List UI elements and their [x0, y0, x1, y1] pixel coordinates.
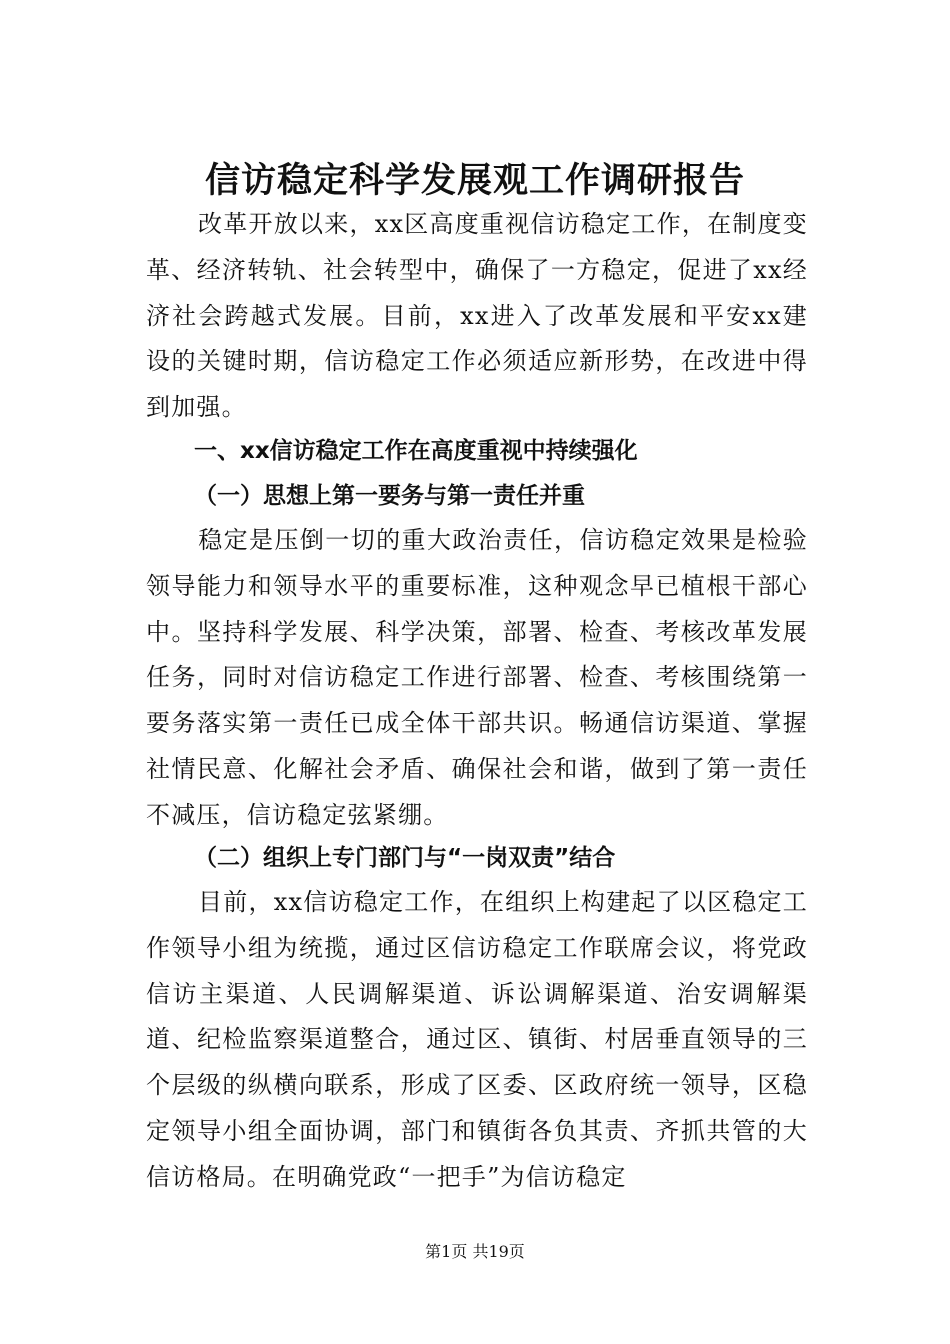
- paragraph-text: 稳定是压倒一切的重大政治责任，信访稳定效果是检验领导能力和领导水平的重要标准，这种观念早已植根干部心中。坚持科学发展、科学决策，部署、检查、考核改革发展任务，同时对信访稳定工作进行部署、检查、考核围绕第一要务落实第一责任已成全体干部共识。畅通信访渠道、掌握社情民意、化解社会矛盾、确保社会和谐，做到了第一责任不减压，信访稳定弦紧绷。: [146, 526, 808, 829]
- section-heading-1: [146, 431, 808, 471]
- heading-text: （一）思想上第一要务与第一责任并重: [194, 483, 585, 509]
- paragraph-text: 改革开放以来，xx区高度重视信访稳定工作，在制度变革、经济转轨、社会转型中，确保了一方稳定，促进了xx经济社会跨越式发展。目前，xx进入了改革发展和平安xx建设的关键时期，信访稳定工作必须适应新形势，在改进中得到加强。: [146, 210, 808, 422]
- heading-text: （二）组织上专门部门与“一岗双责”结合: [194, 845, 616, 871]
- subsection-heading-1: [146, 476, 808, 516]
- body-paragraph-intro: [146, 202, 808, 431]
- document-title: 信访稳定科学发展观工作调研报告: [204, 160, 745, 202]
- paragraph-text: 目前，xx信访稳定工作，在组织上构建起了以区稳定工作领导小组为统揽，通过区信访稳定工作联席会议，将党政信访主渠道、人民调解渠道、诉讼调解渠道、治安调解渠道、纪检监察渠道整合，通过区、镇街、村居垂直领导的三个层级的纵横向联系，形成了区委、区政府统一领导，区稳定领导小组全面协调，部门和镇街各负其责、齐抓共管的大信访格局。在明确党政“一把手”为信访稳定: [146, 888, 808, 1191]
- body-paragraph-thinking: [146, 518, 808, 839]
- page-number-footer: 第1页 共19页: [425, 1242, 525, 1261]
- heading-text: 一、xx信访稳定工作在高度重视中持续强化: [194, 438, 638, 464]
- body-paragraph-organization: [146, 880, 808, 1201]
- subsection-heading-2: [146, 838, 808, 878]
